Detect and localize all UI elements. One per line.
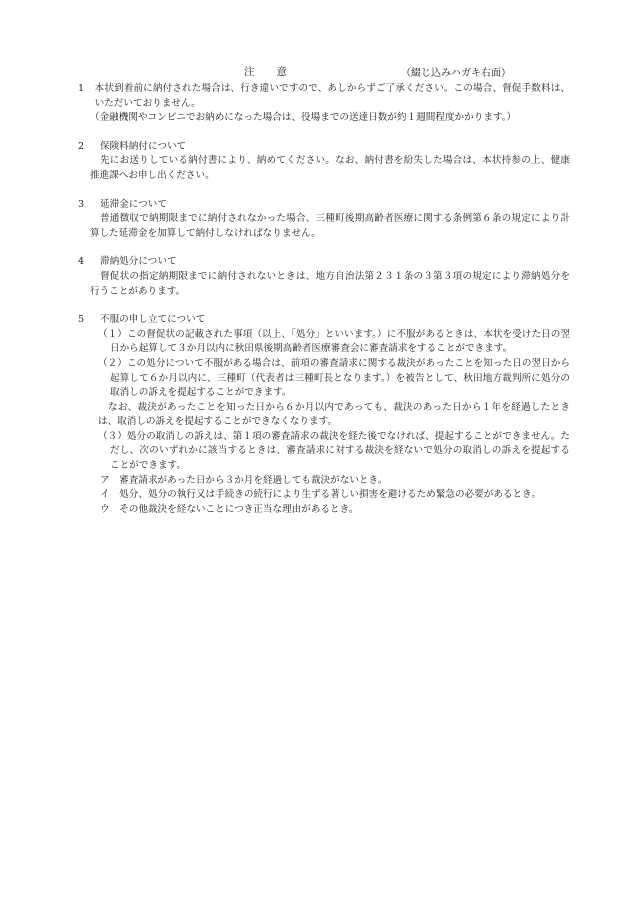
list-subitem: ア 審査請求があった日から３か月を経過しても裁決がないとき。: [100, 474, 388, 486]
section-heading: [78, 198, 570, 213]
section-heading: [78, 82, 570, 111]
section-paragraph: 先にお送りしている納付書により、納めてください。なお、納付書を紛失した場合は、本状持参の上、健康推進課へお申し出ください。: [90, 155, 570, 181]
section-title: 滞納処分について: [100, 256, 177, 268]
section-5: [78, 313, 570, 517]
list-item-continuation: なお、裁決があったことを知った日から６か月以内であっても、裁決のあった日から１年を経過したときは、取消しの訴えを提起することができなくなります。: [98, 401, 570, 428]
section-2: [78, 140, 570, 184]
section-3: [78, 198, 570, 242]
section-number: 4: [78, 256, 85, 268]
section-1: [78, 82, 570, 126]
list-item: （１）この督促状の記載された事項（以上、「処分」といいます。）に不服があるときは、本状を受けた日の翌日から起算して３か月以内に秋田県後期高齢者医療審査会に審査請求をすることができます。: [98, 328, 570, 355]
section-number: 5: [78, 314, 85, 326]
list-subitem: イ 処分、処分の執行又は手続きの続行により生ずる著しい損害を避けるため緊急の必要があるとき。: [100, 489, 541, 501]
section-number: 2: [78, 140, 85, 152]
section-title: 保険料納付について: [100, 140, 187, 152]
section-number: 3: [78, 198, 85, 210]
binding-note: （綴じ込みハガキ右面）: [401, 68, 511, 79]
section-number: 1: [78, 83, 85, 94]
notice-body: [78, 82, 570, 531]
section-heading: [78, 255, 570, 270]
list-item: （２）この処分について不服がある場合は、前項の審査請求に関する裁決があったことを知った日の翌日から起算して６か月以内に、三種町（代表者は三種町長となります。）を被告として、秋田地方裁判所に処分の取消しの訴えを提起することができます。: [98, 357, 570, 399]
list-subitem: ウ その他裁決を経ないことにつき正当な理由があるとき。: [100, 503, 359, 515]
section-title: 不服の申し立てについて: [100, 314, 206, 326]
page-title: 注意: [244, 66, 309, 78]
section-paragraph: 督促状の指定納期限までに納付されないときは、地方自治法第２３１条の３第３項の規定により滞納処分を行うことがあります。: [90, 270, 570, 297]
section-heading: [78, 313, 570, 328]
section-paragraph: 普通徴収で納期限までに納付されなかった場合、三種町後期高齢者医療に関する条例第６条の規定により計算した延滞金を加算して納付しなければなりません。: [90, 213, 570, 239]
document-header: [0, 64, 630, 80]
section-title: 延滞金について: [100, 198, 167, 210]
list-item: （３）処分の取消しの訴えは、第１項の審査請求の裁決を経た後でなければ、提起することができません。ただし、次のいずれかに該当するときは、審査請求に対する裁決を経ないで処分の取消しの訴えを提起することができます。: [98, 430, 570, 472]
section-heading: [78, 140, 570, 155]
section-paragraph: （金融機関やコンビニでお納めになった場合は、役場までの送達日数が約１週間程度かかります。）: [90, 112, 517, 124]
section-4: [78, 255, 570, 299]
section-title: 本状到着前に納付された場合は、行き違いですので、あしからずご了承ください。この場合、督促手数料は、いただいておりません。: [94, 83, 570, 109]
